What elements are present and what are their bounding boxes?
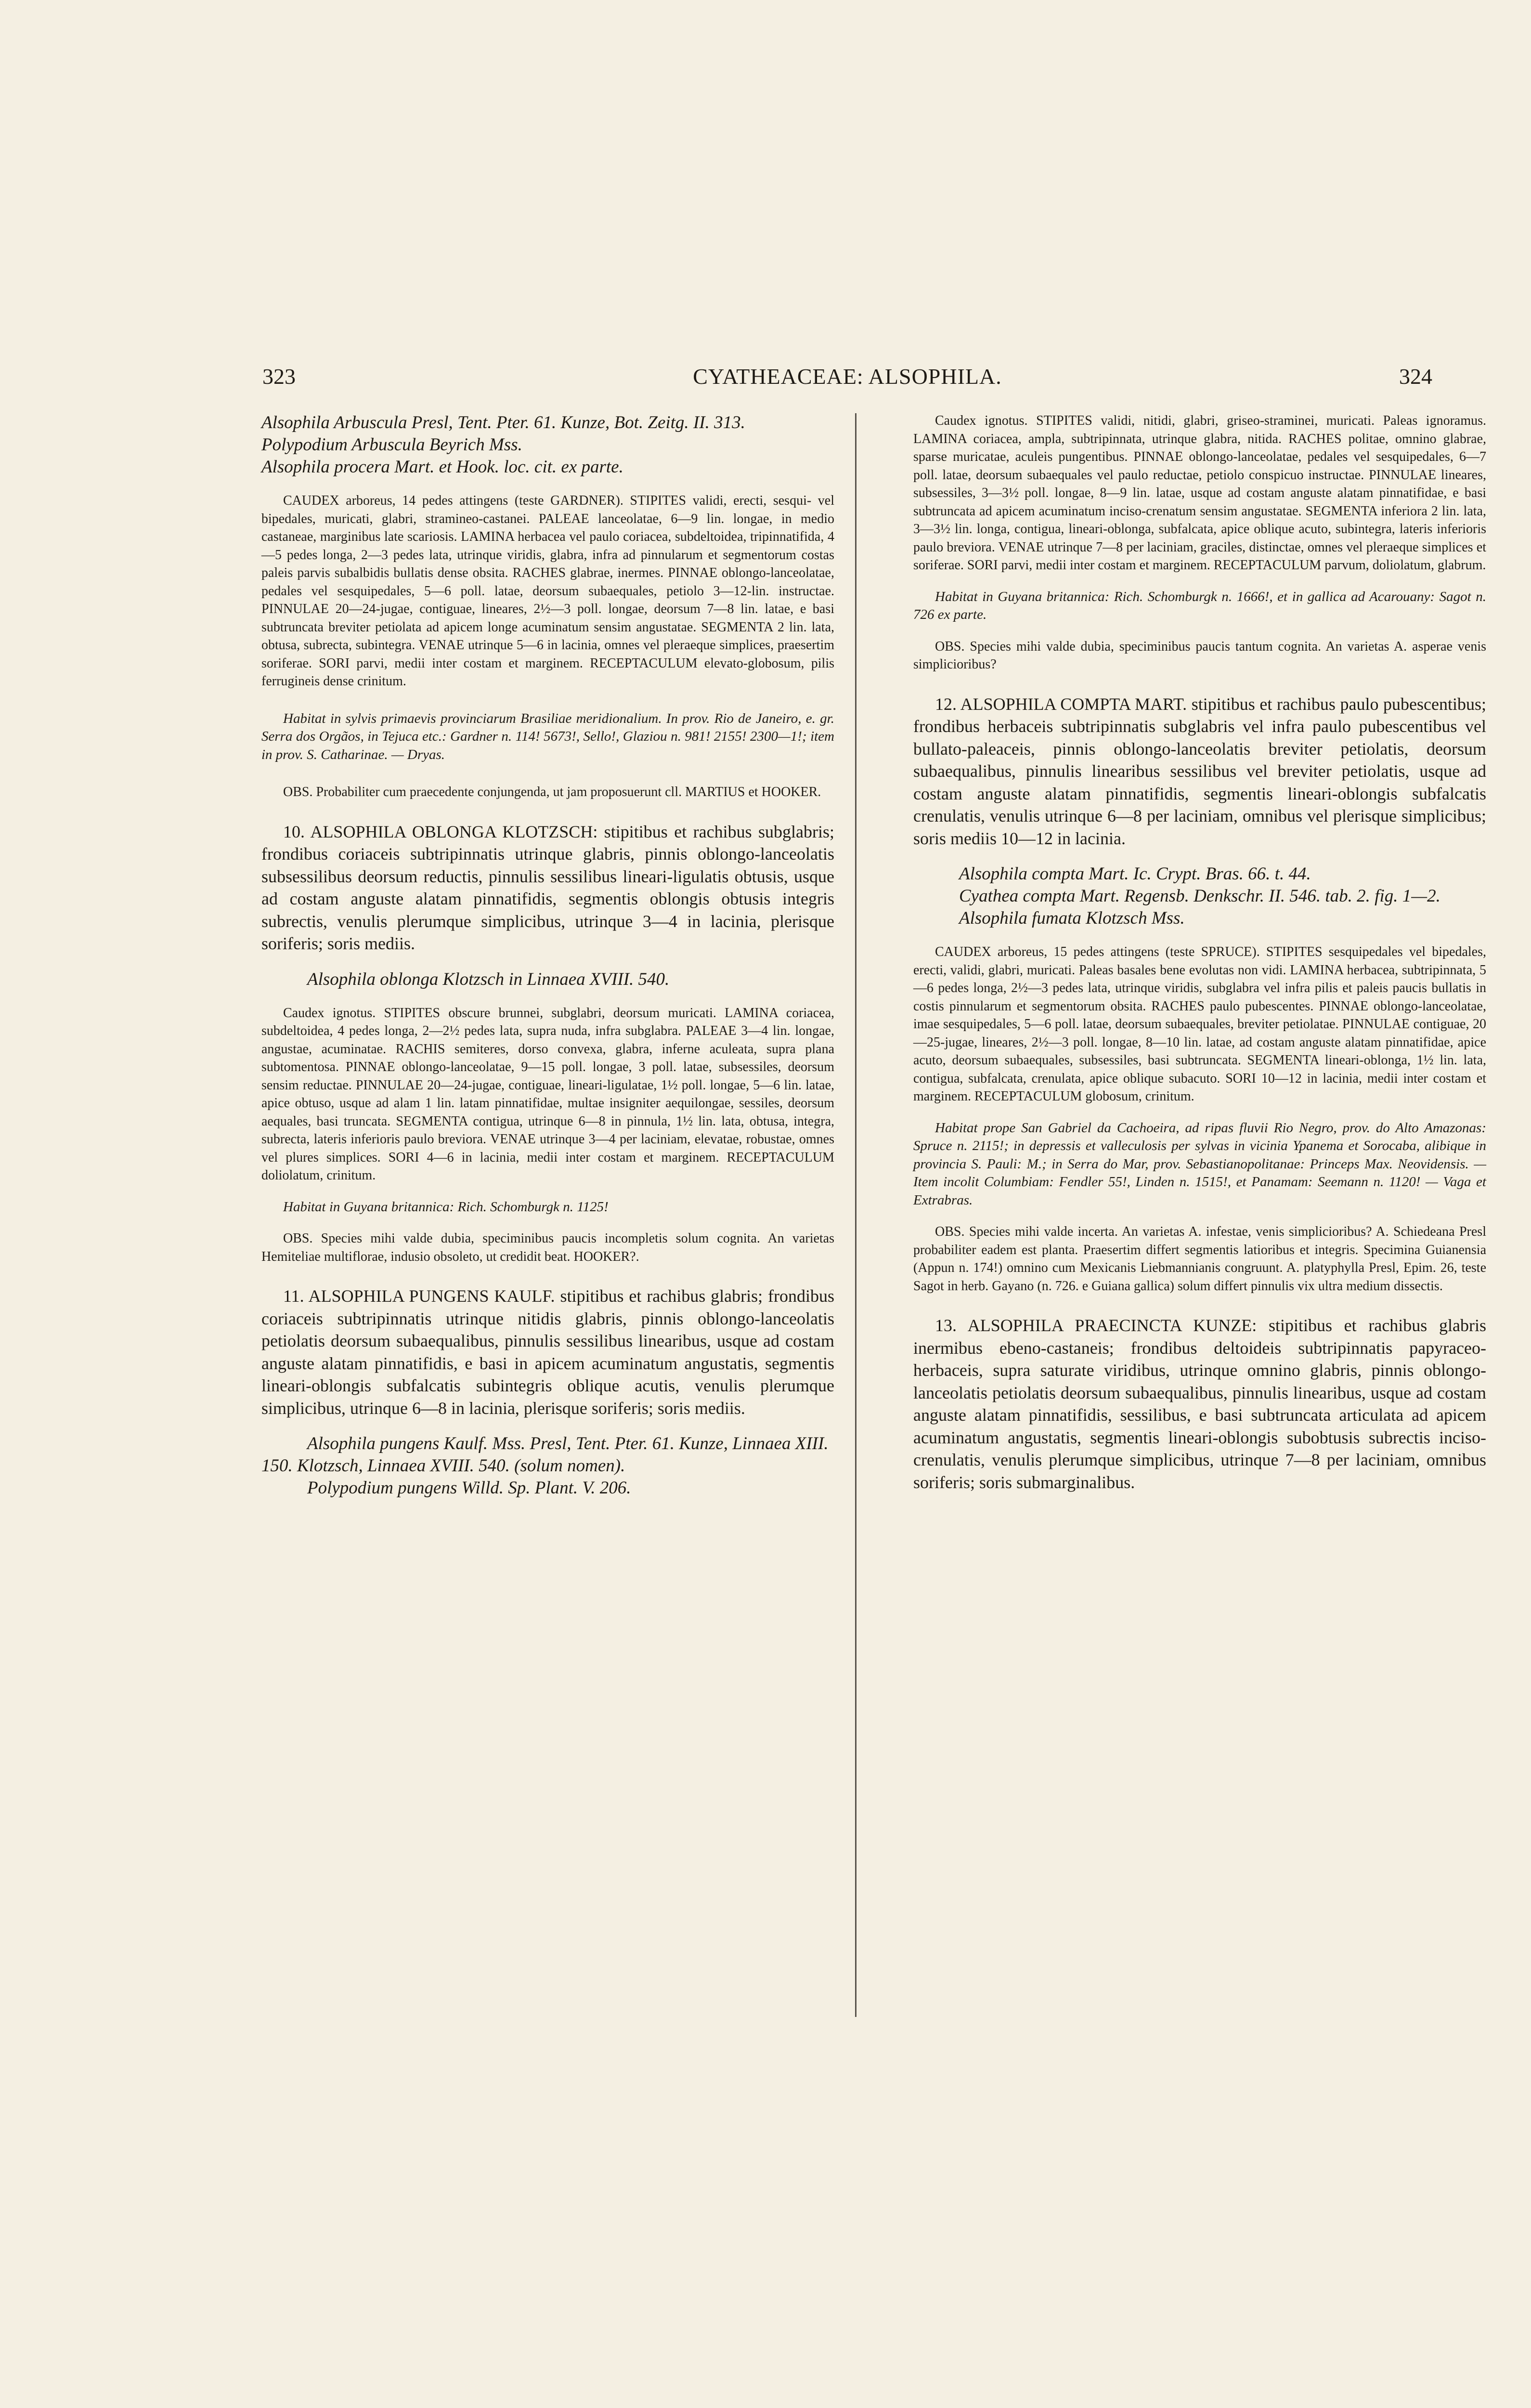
- synonym-line: Polypodium Arbuscula Beyrich Mss.: [261, 435, 522, 455]
- habitat-paragraph: Habitat in Guyana britannica: Rich. Schomburgk n. 1666!, et in gallica ad Acarouany: Sagot n. 726 ex parte.: [913, 589, 1486, 622]
- spacer: [913, 674, 1486, 693]
- synonym-line: Alsophila procera Mart. et Hook. loc. cit. ex parte.: [261, 457, 623, 477]
- description-paragraph: OBS. Species mihi valde dubia, speciminibus paucis tantum cognita. An varietas A. asperae venis simplicioribus?: [913, 639, 1486, 672]
- spacer: [913, 929, 1486, 943]
- synonym-line: Polypodium pungens Willd. Sp. Plant. V. 206.: [307, 1478, 631, 1498]
- species-diagnosis: 11. ALSOPHILA PUNGENS KAULF. stipitibus et rachibus glabris; frondibus coriaceis subtripinnatis utrinque nitidis glabris, pinnis oblongo-lanceolatis petiolatis deorsum subaequalibus, pinnulis sessilibus linearibus, usque ad costam anguste alatam pinnatifidis, e basi in apicem acuminatum angustatis, segmentis lineari-oblongis subfalcatis subintegris oblique acutis, venulis plerumque simplicibus, utrinque 6—8 in lacinia, plerisque soriferis; soris mediis.: [261, 1286, 834, 1418]
- spacer: [913, 850, 1486, 863]
- species-diagnosis: 12. ALSOPHILA COMPTA MART. stipitibus et rachibus paulo pubescentibus; frondibus herbaceis subtripinnatis subglabris vel infra paulo pubescentibus vel bullato-paleaceis, pinnis oblongo-lanceolatis breviter petiolatis, deorsum subaequalibus, pinnulis linearibus sessilibus vel breviter petiolatis, usque ad costam anguste alatam pinnatifidis, segmentis lineari-oblongis subfalcatis crenulatis, venulis utrinque 6—8 per laciniam, omnibus vel plerisque simplicibus; soris mediis 10—12 in lacinia.: [913, 694, 1486, 848]
- spacer: [913, 575, 1486, 588]
- spacer: [261, 801, 834, 821]
- description-paragraph: Caudex ignotus. STIPITES obscure brunnei, subglabri, deorsum muricati. LAMINA coriacea, subdeltoidea, 4 pedes longa, 2—2½ pedes lata, supra nuda, infra subglabra. PALEAE 3—4 lin. longae, angustae, acuminatae. RACHIS semiteres, dorso convexa, glabra, inferne aculeata, supra plana subtomentosa. PINNAE oblongo-lanceolatae, 9—15 poll. longae, 3 poll. latae, subsessiles, deorsum sensim reductae. PINNULAE 20—24-jugae, contiguae, lineari-ligulatae, 1½ poll. longae, 5—6 lin. latae, apice obtuso, usque ad alam 1 lin. latam pinnatifidae, multae insigniter aequilongae, sessiles, deorsum aequales, basi truncata. SEGMENTA contigua, utrinque 6—8 in pinnula, 1½ lin. lata, obtusa, integra, subrecta, lateris inferioris paulo breviora. VENAE utrinque 3—4 per laciniam, elevatae, robustae, omnes vel plures simplices. SORI 4—6 in lacinia, medii inter costam et marginem. RECEPTACULUM doliolatum, crinitum.: [261, 1005, 834, 1183]
- left-column: [261, 412, 834, 1499]
- description-paragraph: Caudex ignotus. STIPITES validi, nitidi, glabri, griseo-straminei, muricati. Paleas ignoramus. LAMINA coriacea, ampla, subtripinnata, utrinque glabra, nitida. RACHES politae, omnino glabrae, sparse muricatae, aculeis pungentibus. PINNAE oblongo-lanceolatae, pedales vel sesquipedales, 6—7 poll. latae, deorsum subaequales vel paulo reductae, petiolo conspicuo instructae. PINNULAE lineares, subsessiles, 3—3½ poll. longae, 8—9 lin. latae, usque ad costam anguste alatam pinnatifidae, e basi subtruncata ad apicem acuminatum inciso-crenatum sensim angustatae. SEGMENTA inferiora 2 lin. lata, 3—3½ lin. longa, contigua, lineari-oblonga, subfalcata, apice oblique acuto, subintegra, lateris inferioris paulo breviora. VENAE utrinque 7—8 per laciniam, graciles, distinctae, omnes vel pleraeque simplices et soriferae. SORI parvi, medii inter costam et marginem. RECEPTACULUM parvum, doliolatum, glabrum.: [913, 413, 1486, 573]
- synonym-line: Alsophila pungens Kaulf. Mss. Presl, Tent. Pter. 61. Kunze, Linnaea XIII. 150. Klotzsch, Linnaea XVIII. 540. (solum nomen).: [261, 1434, 829, 1476]
- spacer: [913, 624, 1486, 638]
- description-paragraph: OBS. Probabiliter cum praecedente conjungenda, ut jam proposuerunt cll. MARTIUS et HOOKER.: [283, 785, 821, 799]
- habitat-paragraph: Habitat in sylvis primaevis provinciarum Brasiliae meridionalium. In prov. Rio de Janeiro, e. gr. Serra dos Orgãos, in Tejuca etc.: Gardner n. 114! 5673!, Sello!, Glaziou n. 981! 2155! 2300—1!; item in prov. S. Catharinae. — Dryas.: [261, 710, 834, 762]
- right-page-number: 324: [1399, 364, 1432, 389]
- spacer: [261, 764, 834, 783]
- synonym-line: Alsophila compta Mart. Ic. Crypt. Bras. 66. t. 44.: [959, 864, 1311, 884]
- description-paragraph: OBS. Species mihi valde incerta. An varietas A. infestae, venis simplicioribus? A. Schiedeana Presl probabiliter eadem est planta. Praesertim differt segmentis latioribus et integris. Specimina Guianensia (Appun n. 174!) omnino cum Mexicanis Liebmannianis congruunt. A. platyphylla Presl, Epim. 26, teste Sagot in herb. Gayano (n. 726. e Guiana gallica) solum differt pinnulis vix ultra medium dissectis.: [913, 1224, 1486, 1294]
- left-page-number: 323: [262, 364, 296, 389]
- synonym-line: Alsophila fumata Klotzsch Mss.: [959, 908, 1185, 928]
- spacer: [261, 691, 834, 710]
- species-diagnosis: 13. ALSOPHILA PRAECINCTA KUNZE: stipitibus et rachibus glabris inermibus ebeno-castaneis; frondibus deltoideis subtripinnatis papyraceo-herbaceis, supra saturate viridibus, utrinque omnino glabris, pinnis oblongo-lanceolatis petiolatis deorsum subaequalibus, pinnulis linearibus, usque ad costam anguste alatam pinnatifidis, sessilibus, e basi subtruncata articulata ad apicem acuminatum angustatis, segmentis lineari-oblongis subobtusis subrectis inciso-crenulatis, venulis plerumque simplicibus, utrinque 7—8 per laciniam, omnibus soriferis; soris submarginalibus.: [913, 1316, 1486, 1492]
- description-paragraph: CAUDEX arboreus, 15 pedes attingens (teste SPRUCE). STIPITES sesquipedales vel bipedales, erecti, validi, glabri, muricati. Paleas basales bene evolutas non vidi. LAMINA herbacea, subtripinnata, 5—6 pedes longa, 2½—3 pedes lata, utrinque viridis, subglabra vel infra pilis et paleis paucis bullatis in costis pinnularum et segmentorum obsita. RACHES paulo pubescentes. PINNAE oblongo-lanceolatae, imae sesquipedales, 5—6 poll. latae, deorsum subaequales, breviter petiolatae. PINNULAE contiguae, 20—25-jugae, lineares, 2½—3 poll. longae, 8—10 lin. latae, ad costam anguste alatam pinnatifidae, apice acuto, deorsum subaequales, subsessiles, basi subtruncata. SEGMENTA lineari-oblonga, 1½ lin. lata, contigua, subfalcata, crenulata, apice oblique subacuto. SORI 10—12 in lacinia, medii inter costam et marginem. RECEPTACULUM globosum, crinitum.: [913, 944, 1486, 1104]
- species-diagnosis: 10. ALSOPHILA OBLONGA KLOTZSCH: stipitibus et rachibus subglabris; frondibus coriaceis subtripinnatis utrinque glabris, pinnis oblongo-lanceolatis subsessilibus deorsum reductis, pinnulis sessilibus lineari-ligulatis obtusis, usque ad costam anguste alatam pinnatifidis, segmentis oblongis obtusis integris subrectis, venulis plerumque simplicibus, utrinque 3—4 in lacinia, plerisque soriferis; soris mediis.: [261, 822, 834, 953]
- spacer: [261, 1266, 834, 1285]
- spacer: [261, 955, 834, 968]
- spacer: [913, 1106, 1486, 1119]
- habitat-paragraph: Habitat prope San Gabriel da Cachoeira, ad ripas fluvii Rio Negro, prov. do Alto Amazonas: Spruce n. 2115!; in depressis et valleculosis per sylvas in vicinia Ypanema et Sorocaba, alibique in provincia S. Pauli: M.; in Serra do Mar, prov. Sebastianopolitanae: Princeps Max. Neovidensis. — Item incolit Columbiam: Fendler 55!, Linden n. 1515!, et Panamam: Seemann n. 1120! — Vaga et Extrabras.: [913, 1120, 1486, 1208]
- spacer: [261, 1216, 834, 1230]
- spacer: [913, 1209, 1486, 1223]
- page-header: [258, 364, 1437, 402]
- running-title: CYATHEACEAE: ALSOPHILA.: [693, 364, 1002, 389]
- spacer: [261, 478, 834, 492]
- right-column: [913, 412, 1486, 1493]
- spacer: [261, 991, 834, 1004]
- synonym-line: Alsophila Arbuscula Presl, Tent. Pter. 61. Kunze, Bot. Zeitg. II. 313.: [261, 413, 745, 432]
- description-paragraph: CAUDEX arboreus, 14 pedes attingens (teste GARDNER). STIPITES validi, erecti, sesqui- vel bipedales, muricati, glabri, stramineo-castanei. PALEAE lanceolatae, 6—9 lin. longae, in medio castaneae, marginibus late scariosis. LAMINA herbacea vel paulo coriacea, subdeltoidea, tripinnatifida, 4—5 pedes longa, 2—3 pedes lata, utrinque viridis, glabra, infra ad pinnularum et segmentorum costas paleis parvis subalbidis bullatis dense obsita. RACHES glabrae, inermes. PINNAE oblongo-lanceolatae, pedales vel sesquipedales, 5—6 poll. latae, deorsum subaequales, petiolo 3—12-lin. instructae. PINNULAE 20—24-jugae, contiguae, lineares, 2½—3 poll. longae, deorsum 7—8 lin. latae, e basi subtruncata breviter petiolata ad apicem longe acuminatum sensim angustatae. SEGMENTA 2 lin. lata, obtusa, subrecta, subintegra. VENAE utrinque 5—6 in lacinia, omnes vel pleraeque simplices, praesertim soriferae. SORI parvi, medii inter costam et marginem. RECEPTACULUM elevato-globosum, pilis ferrugineis dense crinitum.: [261, 493, 834, 689]
- spacer: [913, 1295, 1486, 1314]
- synonym-line: Cyathea compta Mart. Regensb. Denkschr. II. 546. tab. 2. fig. 1—2.: [959, 886, 1440, 906]
- habitat-paragraph: Habitat in Guyana britannica: Rich. Schomburgk n. 1125!: [283, 1199, 609, 1215]
- synonym-line: Alsophila oblonga Klotzsch in Linnaea XVIII. 540.: [307, 969, 670, 989]
- spacer: [261, 1185, 834, 1198]
- spacer: [261, 1419, 834, 1433]
- column-divider: [855, 413, 856, 2017]
- description-paragraph: OBS. Species mihi valde dubia, speciminibus paucis incompletis solum cognita. An varietas Hemiteliae multiflorae, indusio obsoleto, ut credidit beat. HOOKER?.: [261, 1231, 834, 1264]
